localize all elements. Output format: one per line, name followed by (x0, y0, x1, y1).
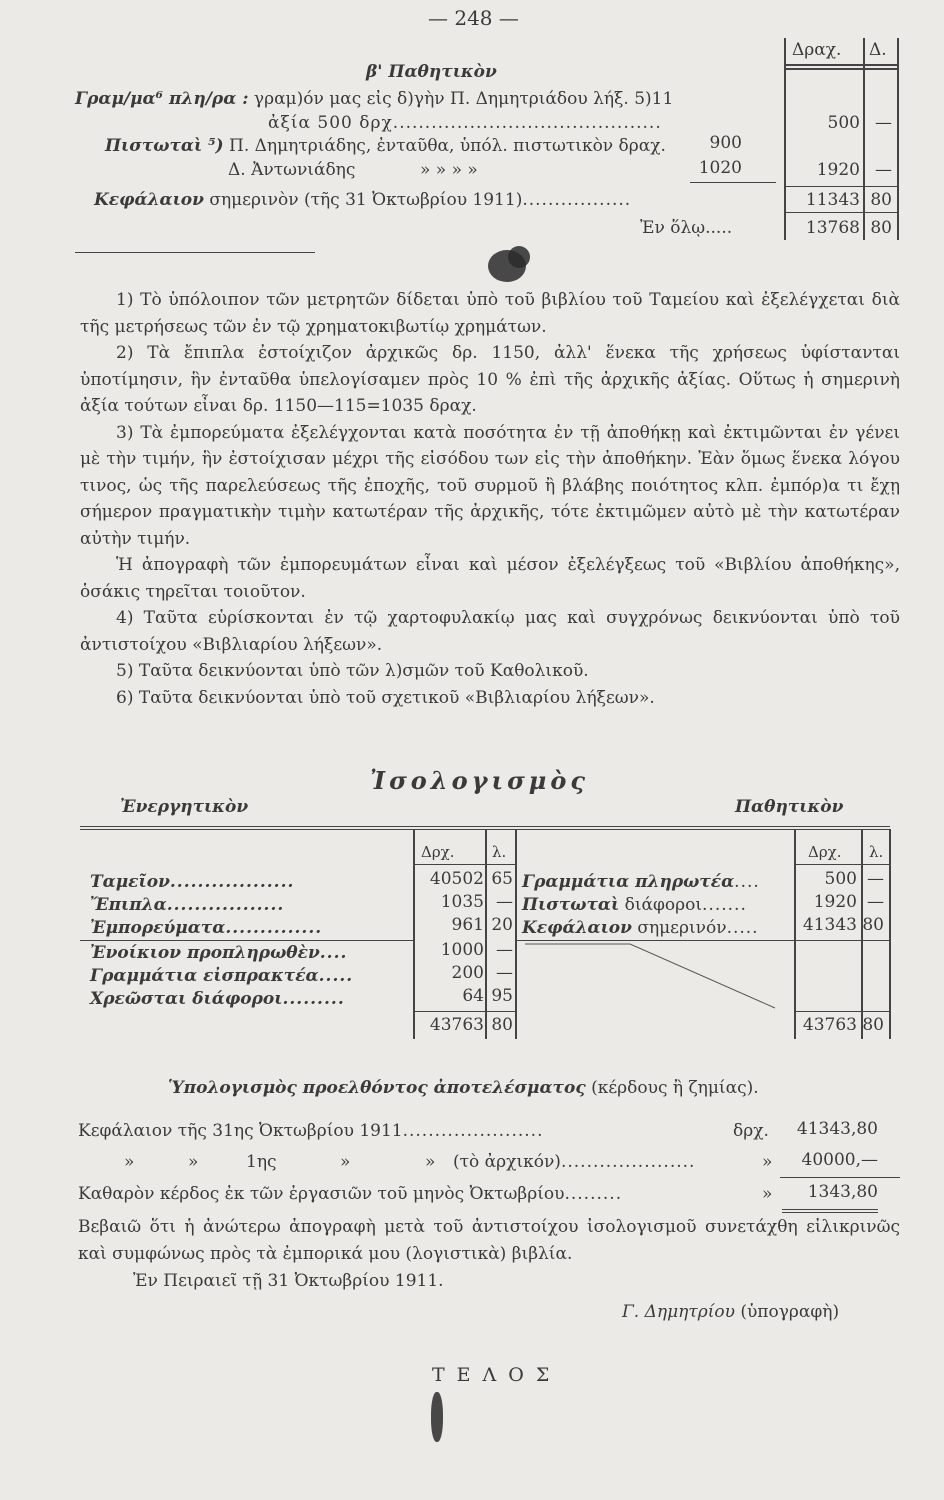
asset-lepta: — (496, 963, 513, 983)
column-rule (794, 829, 796, 1039)
notes-payable-value-row: ἀξία 500 δρχ.......................................... (268, 113, 662, 133)
row-rule (515, 940, 890, 941)
result-row-2-q4: » (425, 1152, 436, 1172)
creditor2-amount: 1020 (698, 158, 742, 178)
asset-lepta: 95 (491, 986, 513, 1006)
creditor1-row (105, 136, 666, 156)
subtotal-rule (690, 182, 776, 183)
asset-label: Γραμμάτια εἰσπρακτέα..... (90, 966, 354, 986)
result-row-1-unit: δρχ. (733, 1121, 769, 1141)
column-rule (515, 829, 517, 1039)
capital-row: Κεφάλαιον σημερινὸν (τῆς 31 Ὀκτωβρίου 1911)................. (94, 190, 632, 210)
end-word: ΤΕΛΟΣ (432, 1364, 562, 1386)
liabilities-col-lepta: λ. (869, 843, 884, 861)
creditor1-amount: 900 (709, 133, 742, 153)
assets-col-lepta: λ. (492, 843, 507, 861)
liabilities-heading: Παθητικὸν (735, 797, 844, 817)
liability-lepta: — (867, 869, 884, 889)
creditors-lepta: — (875, 160, 892, 180)
total-rule (413, 1011, 515, 1012)
liability-lepta: — (867, 892, 884, 912)
asset-drachma: 40502 (429, 869, 484, 889)
notes-payable-row (75, 89, 673, 109)
liability-drachma: 1920 (813, 892, 857, 912)
notes-payable-lepta: — (875, 113, 892, 133)
creditors-total: 1920 (816, 160, 860, 180)
column-rule (413, 829, 415, 1039)
balance-sheet-title: Ἰσολογισμὸς (370, 766, 589, 795)
footnote-4: 4) Ταῦτα εὑρίσκονται ἐν τῷ χαρτοφυλακίῳ μας καὶ συγχρόνως δεικνύονται ὑπὸ τοῦ ἀντιστοίχου «Βιβλιαρίου λήξεων». (80, 608, 900, 655)
total-rule (794, 1011, 890, 1012)
asset-lepta: — (496, 940, 513, 960)
result-title-row (168, 1078, 759, 1098)
liability-label: Κεφάλαιον σημερινόν..... (522, 918, 759, 938)
underline-rule (782, 1212, 878, 1213)
asset-drachma: 1000 (440, 940, 484, 960)
result-row-1: Κεφάλαιον τῆς 31ης Ὀκτωβρίου 1911...................... (78, 1121, 544, 1141)
signature-name: Γ. Δημητρίου (622, 1302, 735, 1322)
result-row-3-unit: » (762, 1184, 773, 1204)
footnote-6: 6) Ταῦτα δεικνύονται ὑπὸ τοῦ σχετικοῦ «Βιβλιαρίου λήξεων». (116, 687, 655, 708)
column-rule (897, 38, 899, 240)
footnote-3-note: Ἡ ἀπογραφὴ τῶν ἐμπορευμάτων εἶναι καὶ μέσον ἐξελέγξεως τοῦ «Βιβλίου ἀποθήκης», ὁσάκις τηρεῖται τοιοῦτον. (80, 555, 900, 602)
asset-label: Ταμεῖον.................. (90, 872, 295, 892)
asset-drachma: 64 (462, 986, 484, 1006)
asset-label: Ἔπιπλα................. (90, 895, 285, 915)
certification: Βεβαιῶ ὅτι ἡ ἀνώτερω ἀπογραφὴ μετὰ τοῦ ἀντιστοίχου ἰσολογισμοῦ συνετάχθη εἰλικρινῶς καὶ συμφώνως πρὸς τὰ ἐμπορικά μου (λογιστικὰ) βιβλία. (78, 1217, 900, 1264)
liabilities-total-drachma: 43763 (802, 1015, 857, 1035)
assets-col-drachma: Δρχ. (421, 843, 455, 861)
section-heading: β' Παθητικὸν (366, 62, 497, 82)
creditors-label: Πιστωταὶ ⁵) (105, 136, 224, 156)
place-date: Ἐν Πειραιεῖ τῇ 31 Ὀκτωβρίου 1911. (133, 1271, 444, 1291)
result-row-3-value: 1343,80 (807, 1182, 878, 1202)
asset-drachma: 961 (451, 915, 484, 935)
column-rule (889, 829, 891, 1039)
footnote-2: 2) Τὰ ἔπιπλα ἐστοίχιζον ἀρχικῶς δρ. 1150, ἀλλ' ἕνεκα τῆς χρήσεως ὑφίστανται ὑποτίμησιν, ἣν ἐνταῦθα ὑπελογίσαμεν πρὸς 10 % ἐπὶ τῆς ἀρχικῆς ἀξίας. Οὕτως ἡ σημερινὴ ἀξία τούτων εἶναι δρ. 1150—115=1035 δραχ. (80, 343, 900, 416)
ink-drip (431, 1392, 443, 1442)
result-row-2-label: (τὸ ἀρχικόν)..................... (453, 1152, 696, 1172)
asset-lepta: 65 (491, 869, 513, 889)
grand-total-label: Ἐν ὅλῳ..... (640, 218, 733, 238)
creditor2-quotes: » » » » (420, 160, 478, 180)
liabilities-total-lepta: 80 (862, 1015, 884, 1035)
signature (622, 1302, 839, 1322)
header-rule (794, 864, 890, 865)
result-row-2-q3: » (340, 1152, 351, 1172)
footnote-rule (75, 252, 315, 253)
assets-heading: Ἐνεργητικὸν (120, 797, 249, 817)
liability-label: Γραμμάτια πληρωτέα.... (522, 872, 760, 892)
notes-payable-value-text: ἀξία 500 δρχ. (268, 113, 400, 133)
footnote-1: 1) Τὸ ὑπόλοιπον τῶν μετρητῶν δίδεται ὑπὸ τοῦ βιβλίου τοῦ Ταμείου καὶ ἐξελέγχεται διὰ τῆς μετρήσεως τῶν ἐν τῷ χρηματοκιβωτίῳ χρημάτων. (80, 290, 900, 337)
header-rule (786, 64, 897, 66)
notes-payable-text: γραμ)όν μας εἰς δ)γὴν Π. Δημητριάδου λήξ. 5)11 (253, 89, 674, 109)
header-rule (786, 68, 897, 70)
result-title-extra: (κέρδους ἢ ζημίας). (591, 1078, 759, 1098)
cancel-stroke (520, 942, 790, 1012)
underline-rule (782, 1209, 878, 1210)
asset-drachma: 200 (451, 963, 484, 983)
asset-label: Ἐνοίκιον προπληρωθὲν.... (90, 943, 348, 963)
asset-label: Ἐμπορεύματα.............. (90, 918, 323, 938)
row-rule (786, 212, 897, 213)
footnotes (80, 287, 900, 711)
notes-payable-amount: 500 (827, 113, 860, 133)
asset-label: Χρεῶσται διάφοροι......... (90, 989, 345, 1009)
grand-total-lepta: 80 (870, 218, 892, 238)
row-rule (80, 940, 413, 941)
liability-drachma: 41343 (802, 915, 857, 935)
row-rule (786, 186, 897, 187)
column-rule (485, 829, 487, 1039)
result-row-2-value: 40000,— (801, 1150, 878, 1170)
result-title: Ὑπολογισμὸς προελθόντος ἀποτελέσματος (168, 1078, 586, 1098)
page-number: — 248 — (428, 6, 519, 30)
capital-amount: 11343 (805, 190, 860, 210)
ink-stain (508, 246, 530, 268)
assets-total-drachma: 43763 (429, 1015, 484, 1035)
subtraction-rule (780, 1177, 900, 1178)
grand-total-amount: 13768 (805, 218, 860, 238)
asset-lepta: — (496, 892, 513, 912)
result-row-2-q1: » (124, 1152, 135, 1172)
creditor2-name: Δ. Ἀντωνιάδης (228, 160, 356, 180)
col-lepta-header: Δ. (869, 40, 887, 60)
result-row-2-unit: » (762, 1152, 773, 1172)
result-row-2-q2: » (188, 1152, 199, 1172)
asset-drachma: 1035 (440, 892, 484, 912)
footnote-5: 5) Ταῦτα δεικνύονται ὑπὸ τῶν λ)σμῶν τοῦ Καθολικοῦ. (116, 661, 589, 681)
signature-note: (ὑπογραφὴ) (740, 1302, 840, 1322)
table-top-rule (80, 826, 890, 827)
asset-lepta: 20 (491, 915, 513, 935)
assets-total-lepta: 80 (491, 1015, 513, 1035)
liability-label: Πιστωταὶ διάφοροι....... (522, 895, 747, 915)
liability-lepta: 80 (862, 915, 884, 935)
result-row-2-day: 1ης (246, 1152, 277, 1172)
liabilities-col-drachma: Δρχ. (808, 843, 842, 861)
col-drachma-header: Δραχ. (792, 40, 842, 60)
capital-lepta: 80 (870, 190, 892, 210)
capital-label: Κεφάλαιον (94, 190, 204, 210)
notes-payable-label: Γραμ/μα⁶ πλη/ρα : (75, 89, 249, 109)
result-row-1-value: 41343,80 (796, 1119, 878, 1139)
liability-drachma: 500 (824, 869, 857, 889)
creditor1-name: Π. Δημητριάδης, ἐνταῦθα, ὑπόλ. πιστωτικὸν δραχ. (229, 136, 666, 156)
footnote-3: 3) Τὰ ἐμπορεύματα ἐξελέγχονται κατὰ ποσότητα ἐν τῇ ἀποθήκῃ καὶ ἐκτιμῶνται ἐν γένει μὲ τὴν τιμήν, ἣν ἐστοίχισαν μέχρι τῆς εἰσόδου των εἰς τὴν ἀποθήκην. Ἐὰν ὅμως ἕνεκα λόγου τινος, ὡς τῆς παρελεύσεως τῆς ἐποχῆς, τοῦ συρμοῦ ἢ βλάβης ποιότητος κλπ. ἐμπόρ)α τι ἔχῃ σήμερον πραγματικὴν τιμὴν κατωτέραν τῆς ἀρχικῆς, τότε ἐκτιμῶμεν αὐτὸ μὲ τὴν κατωτέραν αὐτὴν τιμήν. (80, 422, 900, 549)
capital-text: σημερινὸν (τῆς 31 Ὀκτωβρίου 1911) (209, 190, 523, 210)
header-rule (413, 864, 515, 865)
result-row-3: Καθαρὸν κέρδος ἐκ τῶν ἐργασιῶν τοῦ μηνὸς Ὀκτωβρίου......... (78, 1184, 623, 1204)
